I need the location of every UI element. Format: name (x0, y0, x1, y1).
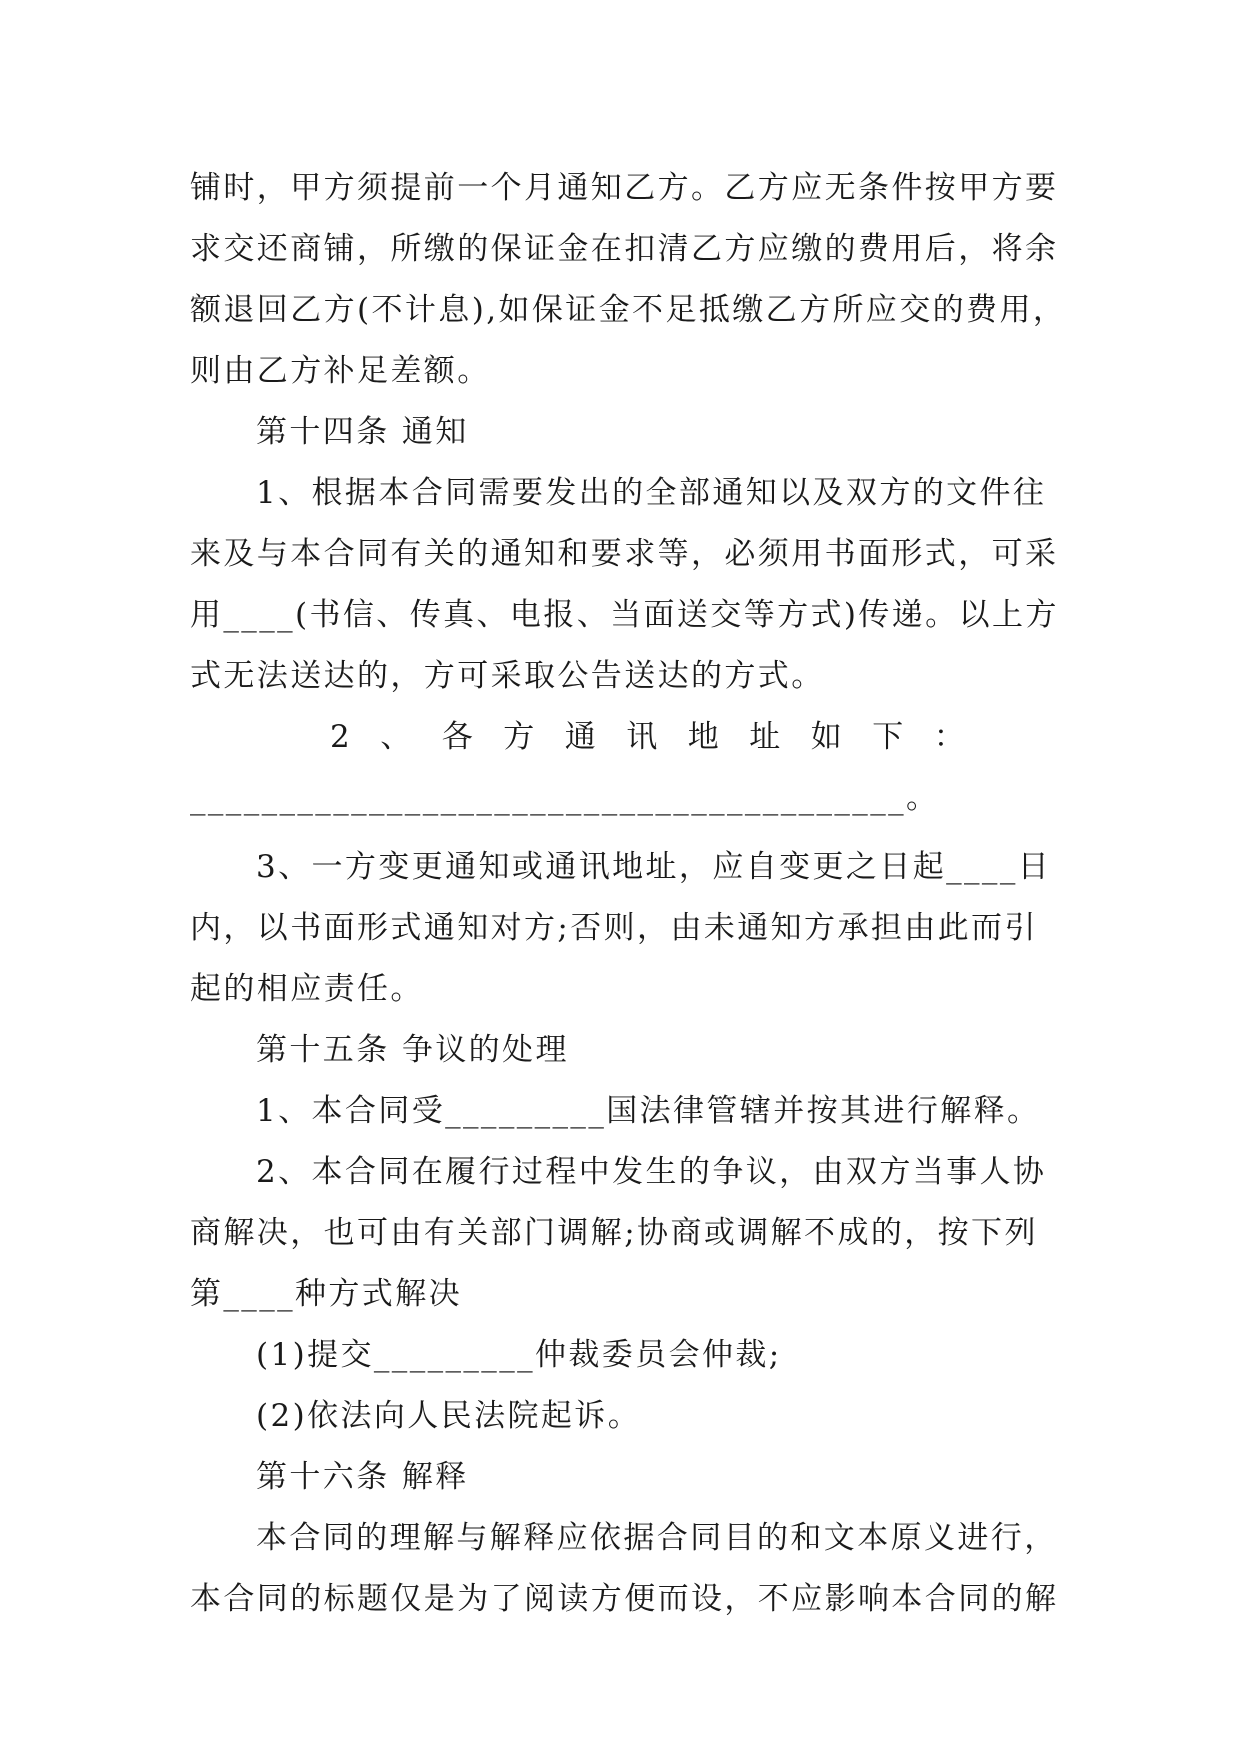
text-line: 2、本合同在履行过程中发生的争议，由双方当事人协 (256, 1154, 1047, 1190)
text-line: 本合同的理解与解释应依据合同目的和文本原义进行， (256, 1520, 1058, 1556)
text-line: 1、本合同受_________国法律管辖并按其进行解释。 (256, 1093, 1041, 1129)
text-line: 用____(书信、传真、电报、当面送交等方式)传递。以上方 (190, 597, 1059, 633)
section-heading-14: 第十四条 通知 (256, 414, 469, 450)
text-line: 3、一方变更通知或通讯地址，应自变更之日起____日 (256, 849, 1052, 885)
section-heading-16: 第十六条 解释 (256, 1459, 469, 1495)
text-line: 1、根据本合同需要发出的全部通知以及双方的文件往 (256, 475, 1047, 511)
text-line: 则由乙方补足差额。 (190, 353, 491, 389)
text-line: 式无法送达的，方可采取公告送达的方式。 (190, 658, 825, 694)
text-line: 第____种方式解决 (190, 1276, 462, 1312)
text-line: 内，以书面形式通知对方;否则，由未通知方承担由此而引 (190, 910, 1038, 946)
text-line: 求交还商铺，所缴的保证金在扣清乙方应缴的费用后，将余 (190, 231, 1059, 267)
text-line: 来及与本合同有关的通知和要求等，必须用书面形式，可采 (190, 536, 1059, 572)
text-line: (1)提交_________仲裁委员会仲裁; (256, 1337, 782, 1373)
text-line-address-heading: 2、各方通讯地址如下： (330, 719, 996, 755)
section-heading-15: 第十五条 争议的处理 (256, 1032, 569, 1068)
text-line: 本合同的标题仅是为了阅读方便而设，不应影响本合同的解 (190, 1581, 1059, 1617)
document-body (190, 158, 1067, 1630)
text-line: (2)依法向人民法院起诉。 (256, 1398, 642, 1434)
text-line: 铺时，甲方须提前一个月通知乙方。乙方应无条件按甲方要 (190, 170, 1059, 206)
text-line: 额退回乙方(不计息),如保证金不足抵缴乙方所应交的费用， (190, 292, 1067, 328)
address-blank-line: ________________________________________。 (190, 780, 940, 816)
text-line: 起的相应责任。 (190, 971, 424, 1007)
text-line: 商解决，也可由有关部门调解;协商或调解不成的，按下列 (190, 1215, 1038, 1251)
